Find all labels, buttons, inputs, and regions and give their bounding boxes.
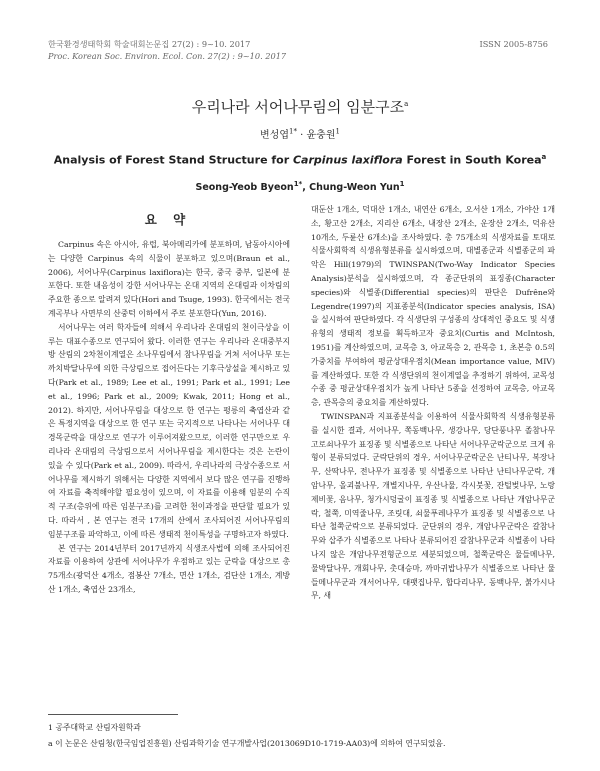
journal-line-en: Proc. Korean Soc. Environ. Ecol. Con. 27(2) : 9~10. 2017	[48, 51, 287, 61]
body-paragraph: TWINSPAN과 지표종분석을 이용하여 식물사회학적 식생유형분류를 실시한 결과, 서어나무, 쪽동백나무, 생강나무, 당단풍나무 졸참나무 고로쇠나무가 표징종 및 식별종으로 나타난 서어나무군락군으로 크게 유형이 분류되었다. 군락단위의 경우, 서어나무군락군은 난티나무, 복장나무, 산딱나무, 전나무가 표징종 및 식별종으로 나타난 난티나무군락, 개암나무, 올괴불나무, 개별지나무, 우산나물, 각시붓꽃, 잔털벚나무, 노랑제비꽃, 음나무, 청가시덩굴이 표징종 및 식별종으로 나타난 개암나무군락, 철쭉, 미역줄나무, 조릿대, 쇠물푸레나무가 표징종 및 식별종으로 나타난 철쭉군락으로 분류되었다. 군단위의 경우, 개암나무군락은 갈참나무와 삽주가 식별종으로 나타나 분류되어진 갈참나무군과 식별종이 나타나지 않은 개암나무전형군으로 세분되었으며, 철쭉군락은 물들메나무, 물박달나무, 개회나무, 촛대승마, 까마귀밥나무가 식별종으로 나타난 물들메나무군과 개서어나무, 대팻집나무, 합다리나무, 동백나무, 붉가시나무, 새	[311, 411, 555, 601]
abstract-heading: 요 약	[144, 212, 192, 227]
left-column	[48, 238, 290, 597]
author-en-2-sup: 1	[399, 180, 405, 188]
author-en-2: Chung-Weon Yun	[309, 182, 400, 194]
authors-en	[0, 180, 600, 193]
author-ko-1-sup: 1*	[289, 127, 297, 136]
paper-title-ko	[0, 96, 600, 117]
journal-line-ko: 한국환경생태학회 학술대회논문집 27(2) : 9~10. 2017	[48, 39, 251, 49]
title-ko-sup: a	[404, 100, 409, 108]
title-en-pre: Analysis of Forest Stand Structure for	[53, 153, 293, 167]
author-ko-sep: ·	[296, 130, 307, 141]
author-ko-2-sup: 1	[335, 127, 340, 136]
journal-header	[48, 38, 548, 62]
author-ko-2: 윤충원	[306, 130, 336, 141]
body-paragraph: 서어나무는 여러 학자들에 의해서 우리나라 온대림의 천이극상을 이루는 대표수종으로 연구되어 왔다. 이러한 연구는 우리나라 온대중부지방 산림의 2차천이계열은 소나무림에서 참나무림을 거쳐 서어나무 또는 까치박달나무에 의한 극상림으로 접어든다는 기후극상설을 제시하고 있다(Park et al., 1989; Lee et al., 1991; Park et al., 1991; Lee et al., 1996; Park et al., 2009; Kwak, 2011; Hong et al., 2012). 하지만, 서어나무림을 대상으로 한 연구는 평릉의 축엽산과 같은 특정지역을 대상으로 한 연구 또는 국지적으로 나타나는 서어나무 대경목군락을 대상으로 연구가 이루어져왔으므로, 이러한 연구만으로 우리나라 온대림의 극상림으로서 서어나무림을 제시한다는 것은 논란이 있을 수 있다(Park et al., 2009). 따라서, 우리나라의 극상수종으로 서어나무를 제시하기 위해서는 다양한 지역에서 보다 많은 연구를 진행하여 자료를 축적해야할 필요성이 있으며, 이 자료를 이용해 임분의 수직적 구조(층위에 따른 임분구조)를 고려한 천이과정을 판단할 필요가 있다. 따라서 , 본 연구는 전국 17개의 산에서 조사되어진 서어나무림의 임분구조를 파악하고, 이에 따른 생태적 천이특성을 구명하고자 하였다.	[48, 322, 290, 539]
body-paragraph: Carpinus 속은 아시아, 유럽, 북아메리카에 분포하며, 남동아시아에는 다양한 Carpinus 속의 식물이 분포하고 있으며(Braun et al., 2006), 서어나무(Carpinus laxiflora)는 한국, 중국 중부, 일본에 분포한다. 또한 내음성이 강한 서어나무는 온대 지역의 온대림과 이차림의 주요한 종으로 알려져 있다(Hori and Tsuge, 1993). 한국에서는 전국 계곡부나 사면부의 산중턱 이하에서 주로 분포한다(Yun, 2016).	[48, 240, 290, 318]
author-en-1: Seong-Yeob Byeon	[195, 182, 294, 194]
paper-title-en	[0, 153, 600, 167]
right-column	[311, 203, 555, 603]
footnote-divider	[48, 714, 178, 715]
body-paragraph: 대둔산 1개소, 덕대산 1개소, 내연산 6개소, 오서산 1개소, 가야산 1개소, 황고산 2개소, 지리산 6개소, 내장산 2개소, 운장산 2개소, 덕유산 10개소, 두륜산 6개소)을 조사하였다. 총 75개소의 식생자료를 토대로 식물사회학적 식생유형분류를 실시하였으며, 대별종군과 식별종군의 파악은 Hill(1979)의 TWINSPAN(Two-Way Indicator Species Analysis)분석을 실시하였으며, 각 종군단위의 표징종(Character species)와 식별종(Differential species)의 판단은 Dufrêne와 Legendre(1997)의 지표종분석(Indicator species analysis, ISA)을 실시하여 판단하였다. 각 식생단위 구성종의 상대적인 중요도 및 식생유형의 생태적 정보를 획득하고자 중요치(Curtis and McIntosh, 1951)를 계산하였으며, 교목층 3, 아교목층 2, 관목층 1, 초본층 0.5의 가중치를 부여하여 평균상대우점치(Mean importance value, MIV)를 계산하였다. 또한 각 식생단위의 천이계열을 추정하기 위하여, 교목성 수종 중 평균상대우점치가 높게 나타난 5종을 선정하여 교목층, 아교목층, 관목층의 중요치를 계산하였다.	[311, 205, 555, 408]
title-ko-text: 우리나라 서어나무림의 임분구조	[191, 98, 405, 116]
author-en-1-sup: 1*	[293, 180, 303, 188]
issn: ISSN 2005-8756	[479, 39, 548, 49]
authors-ko	[0, 126, 600, 141]
title-en-post: Forest in South Korea	[402, 153, 542, 167]
footnote-affiliation: 1 공주대학교 산림자원학과	[48, 723, 141, 732]
author-en-sep: ,	[302, 182, 310, 194]
footnote-funding: a 이 논문은 산림청(한국임업진흥원) 산림과학기술 연구개발사업(2013069D10-1719-AA03)에 의하여 연구되었음.	[48, 739, 446, 748]
author-ko-1: 변성엽	[260, 130, 289, 141]
title-en-species: Carpinus laxiflora	[292, 153, 403, 167]
title-en-sup: a	[541, 153, 547, 161]
body-paragraph: 본 연구는 2014년부터 2017년까지 식생조사법에 의해 조사되어진 자료를 이용하여 상관에 서어나무가 우점하고 있는 군락을 대상으로 총 75개소(광덕산 4개소, 점봉산 7개소, 면산 1개소, 검단산 1개소, 계방산 1개소, 축엽산 23개소,	[48, 543, 290, 594]
